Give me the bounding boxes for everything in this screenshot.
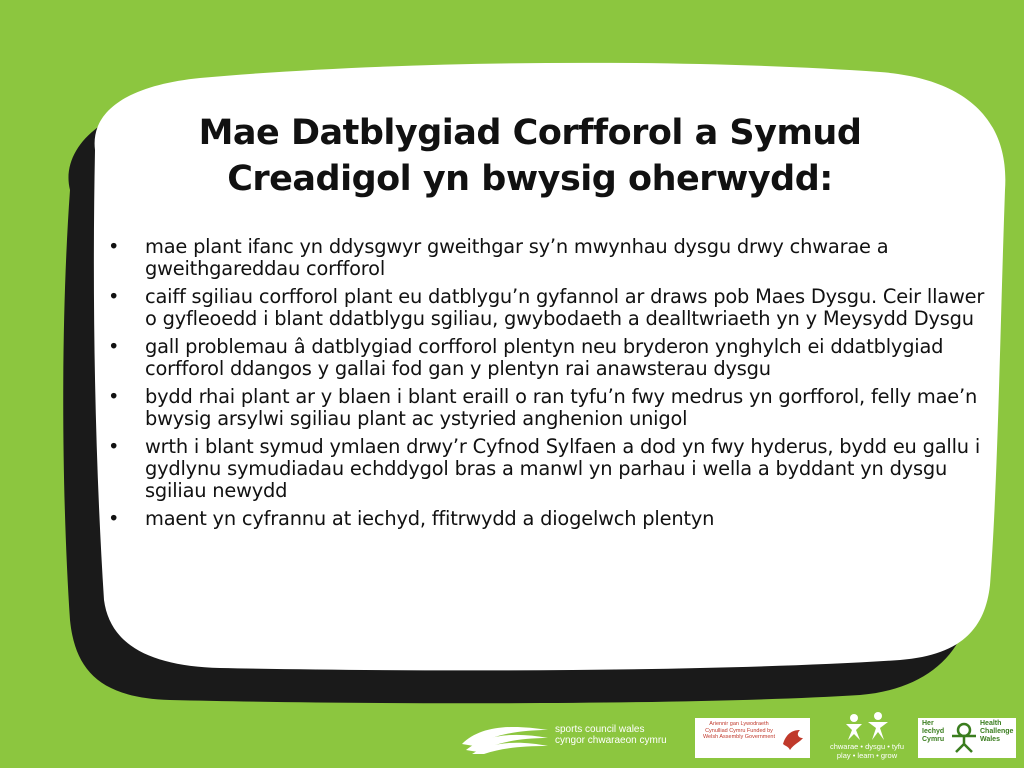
bullet-text: bydd rhai plant ar y blaen i blant eraill o ran tyfu’n fwy medrus yn gorfforol, felly mae’n bwysig arsylwi sgiliau plant ac ystyried anghenion unigol xyxy=(145,385,978,430)
bullet-item xyxy=(108,436,988,502)
title-line-1: Mae Datblygiad Corfforol a Symud xyxy=(198,113,862,153)
sports-council-line-2: cyngor chwaraeon cymru xyxy=(555,735,667,746)
bullet-dot: • xyxy=(108,335,120,358)
chwarae-line: chwarae • dysgu • tyfu xyxy=(829,742,905,751)
bullet-item xyxy=(108,508,988,530)
bullet-item xyxy=(108,336,988,380)
bullet-item xyxy=(108,386,988,430)
bullet-text: mae plant ifanc yn ddysgwyr gweithgar sy’n mwynhau dysgu drwy chwarae a gweithgareddau corfforol xyxy=(145,235,889,280)
health-challenge-text: Health Challenge Wales xyxy=(980,720,1014,743)
bullet-list xyxy=(108,236,988,536)
bullet-dot: • xyxy=(108,385,120,408)
bullet-text: gall problemau â datblygiad corfforol plentyn neu bryderon ynghylch ei ddatblygiad corfforol ddangos y gallai fod gan y plentyn rai anawsterau dysgu xyxy=(145,335,944,380)
bullet-item xyxy=(108,286,988,330)
sports-council-logo-icon xyxy=(460,720,550,754)
health-challenge-logo xyxy=(918,718,1016,758)
welsh-gov-text: Ariennir gan Lywodraeth Cynulliad Cymru Funded by Welsh Assembly Government xyxy=(702,721,776,740)
bullet-dot: • xyxy=(108,285,120,308)
title-line-2: Creadigol yn bwysig oherwydd: xyxy=(227,159,833,199)
sports-council-line-1: sports council wales xyxy=(555,724,645,735)
play-learn-grow-icon xyxy=(842,710,892,742)
bullet-item xyxy=(108,236,988,280)
play-line: play • learn • grow xyxy=(836,751,898,760)
bullet-dot: • xyxy=(108,507,120,530)
welsh-gov-logo xyxy=(695,718,810,758)
bullet-text: caiff sgiliau corfforol plant eu datblygu’n gyfannol ar draws pob Maes Dysgu. Ceir llawer o gyfleoedd i blant ddatblygu sgiliau, gwybodaeth a dealltwriaeth yn y Meysydd Dysgu xyxy=(145,285,985,330)
her-iechyd-text: Her Iechyd Cymru xyxy=(922,720,945,743)
bullet-text: maent yn cyfrannu at iechyd, ffitrwydd a diogelwch plentyn xyxy=(145,507,715,530)
bullet-text: wrth i blant symud ymlaen drwy’r Cyfnod Sylfaen a dod yn fwy hyderus, bydd eu gallu i gydlynu symudiadau echddygol bras a manwl yn parhau i wella a byddant yn dysgu sgiliau newydd xyxy=(145,435,981,502)
dragon-icon xyxy=(780,724,806,752)
bullet-dot: • xyxy=(108,435,120,458)
health-figure-icon xyxy=(950,722,978,754)
bullet-dot: • xyxy=(108,235,120,258)
sports-council-text xyxy=(555,724,667,746)
play-learn-grow-text xyxy=(822,742,912,760)
footer-logos xyxy=(450,708,1020,764)
slide-title xyxy=(160,110,900,202)
